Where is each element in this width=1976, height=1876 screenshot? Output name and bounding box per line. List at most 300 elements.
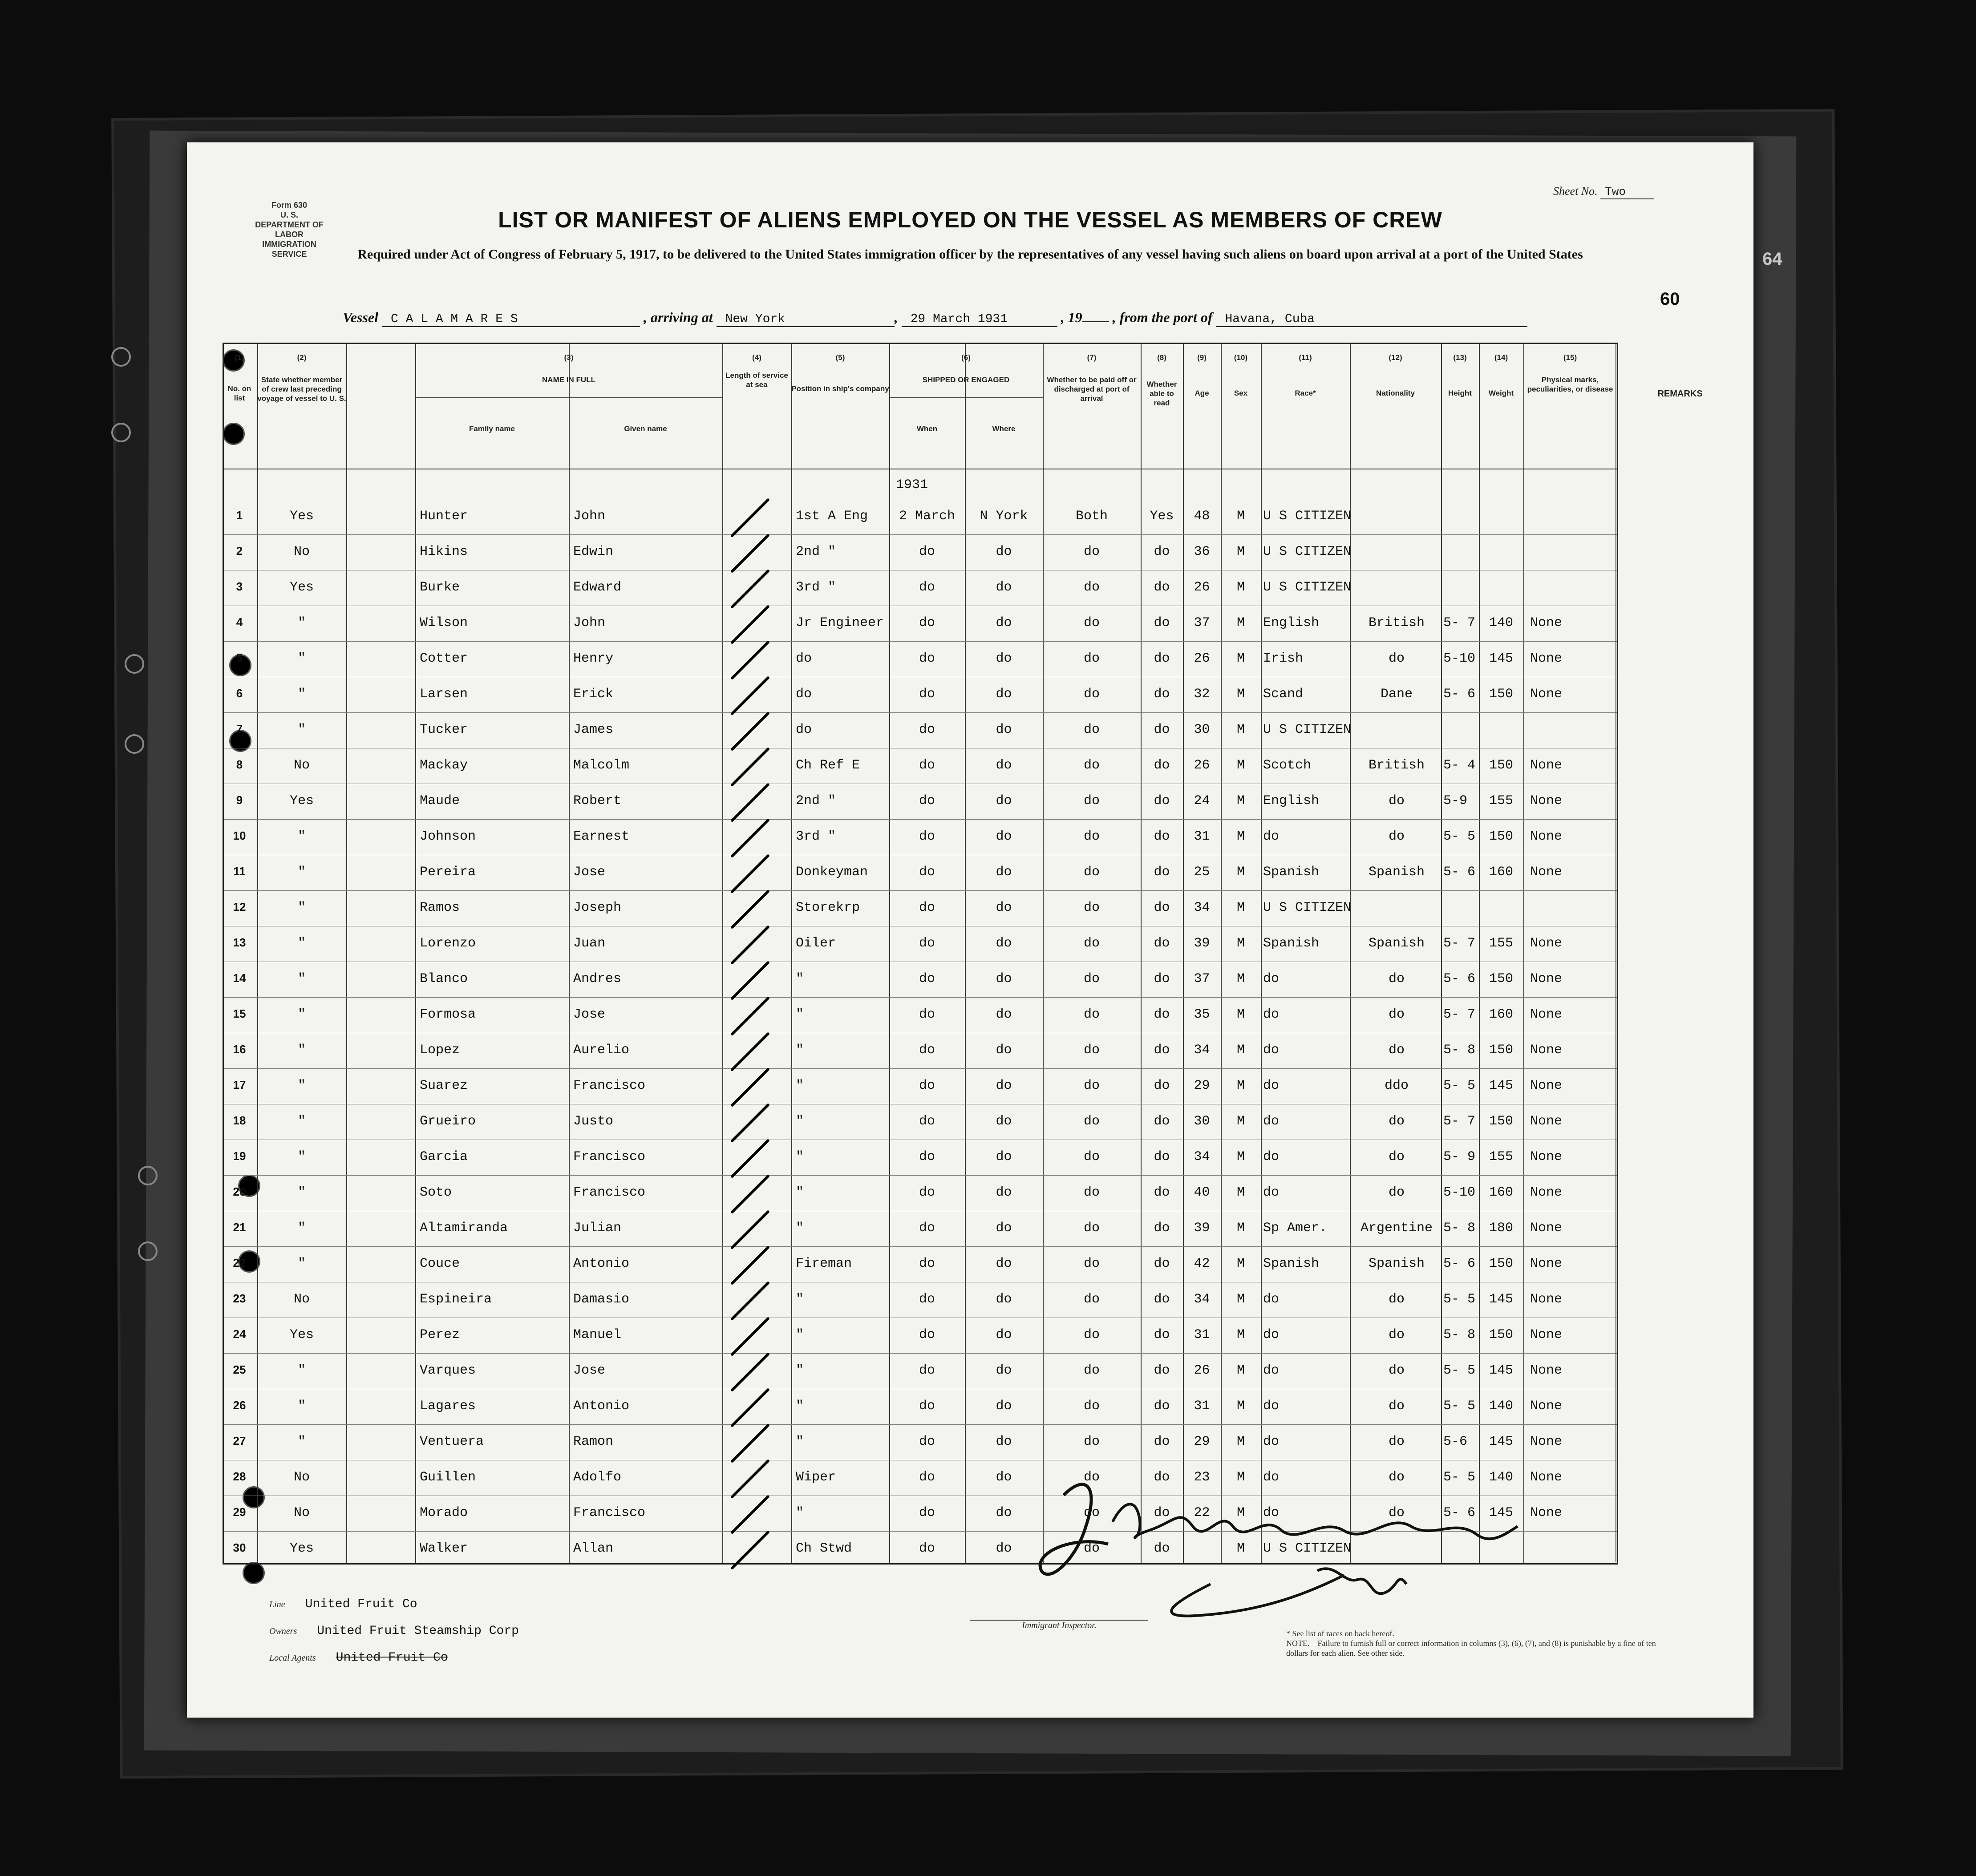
- cell-prev: ": [297, 936, 306, 951]
- cell-height: 5- 4: [1443, 758, 1476, 773]
- cell-height: 5- 5: [1443, 1399, 1476, 1414]
- cell-sex: M: [1236, 544, 1245, 559]
- cell-race: Scand: [1263, 687, 1304, 702]
- cell-position: ": [796, 1149, 804, 1164]
- cell-weight: 160: [1489, 1185, 1513, 1200]
- cell-prev: No: [293, 1505, 310, 1520]
- column-divider: [889, 344, 890, 1563]
- cell-weight: 140: [1489, 1399, 1513, 1414]
- cell-read: do: [1154, 687, 1170, 702]
- length-of-service-checkmark: [730, 1103, 770, 1143]
- cell-race: do: [1263, 1078, 1280, 1093]
- length-of-service-checkmark: [730, 712, 770, 751]
- cell-read: do: [1154, 722, 1170, 737]
- cell-prev: No: [293, 544, 310, 559]
- cell-marks: None: [1530, 1007, 1563, 1022]
- cell-paid: do: [1083, 1541, 1100, 1556]
- length-of-service-checkmark: [730, 854, 770, 894]
- length-of-service-checkmark: [730, 1423, 770, 1463]
- cell-where: do: [996, 1399, 1012, 1414]
- col-3-header: NAME IN FULL: [542, 376, 595, 384]
- cell-weight: 150: [1489, 1114, 1513, 1129]
- row-number: 30: [233, 1541, 246, 1554]
- col-7-header: Whether to be paid off or discharged at port of arrival: [1047, 376, 1137, 403]
- cell-where: do: [996, 1470, 1012, 1485]
- cell-paid: do: [1083, 1149, 1100, 1164]
- cell-given: Damasio: [573, 1292, 630, 1307]
- cell-race: do: [1263, 1470, 1280, 1485]
- cell-given: John: [573, 615, 606, 631]
- cell-paid: do: [1083, 544, 1100, 559]
- cell-sex: M: [1236, 829, 1245, 844]
- cell-paid: do: [1083, 651, 1100, 666]
- column-divider: [722, 344, 723, 1563]
- row-number: 23: [233, 1292, 246, 1305]
- row-rule: [224, 890, 1617, 891]
- cell-read: do: [1154, 1185, 1170, 1200]
- cell-race: Scotch: [1263, 758, 1312, 773]
- cell-where: do: [996, 829, 1012, 844]
- cell-when: do: [919, 1078, 935, 1093]
- cell-paid: do: [1083, 829, 1100, 844]
- cell-position: ": [796, 1292, 804, 1307]
- cell-age: 35: [1194, 1007, 1210, 1022]
- arrival-date: 29 March 1931: [902, 312, 1057, 327]
- arriving-label: , arriving at: [644, 309, 713, 325]
- cell-position: ": [796, 1221, 804, 1236]
- cell-sex: M: [1236, 1256, 1245, 1271]
- cell-position: ": [796, 1007, 804, 1022]
- cell-position: Fireman: [796, 1256, 852, 1271]
- cell-when: do: [919, 1007, 935, 1022]
- cell-sex: M: [1236, 1505, 1245, 1520]
- col-1-number: (1): [235, 353, 244, 362]
- cell-family: Lopez: [420, 1043, 460, 1058]
- row-number: 21: [233, 1221, 246, 1234]
- cell-family: Hunter: [420, 509, 468, 524]
- length-of-service-checkmark: [730, 961, 770, 1000]
- cell-given: Malcolm: [573, 758, 630, 773]
- cell-marks: None: [1530, 829, 1563, 844]
- cell-where: do: [996, 1363, 1012, 1378]
- cell-marks: None: [1530, 1292, 1563, 1307]
- cell-where: do: [996, 1505, 1012, 1520]
- cell-age: 37: [1194, 615, 1210, 631]
- cell-nationality: do: [1388, 1149, 1405, 1164]
- col-14-header: Weight: [1488, 389, 1514, 397]
- shipped-header-divider: [889, 397, 1043, 398]
- footnotes: [1286, 1629, 1669, 1658]
- cell-position: ": [796, 1078, 804, 1093]
- length-of-service-checkmark: [730, 1495, 770, 1534]
- cell-position: ": [796, 1434, 804, 1449]
- cell-age: 22: [1194, 1505, 1210, 1520]
- cell-position: ": [796, 1505, 804, 1520]
- row-number: 18: [233, 1114, 246, 1127]
- column-divider: [1183, 344, 1184, 1563]
- cell-age: 32: [1194, 687, 1210, 702]
- col-2-number: (2): [297, 353, 307, 362]
- cell-position: do: [796, 687, 812, 702]
- cell-where: do: [996, 1256, 1012, 1271]
- cell-sex: M: [1236, 1078, 1245, 1093]
- row-number: 25: [233, 1363, 246, 1376]
- cell-age: 26: [1194, 1363, 1210, 1378]
- row-rule: [224, 1424, 1617, 1425]
- cell-height: 5- 7: [1443, 936, 1476, 951]
- row-number: 20: [233, 1185, 246, 1198]
- cell-marks: None: [1530, 1221, 1563, 1236]
- cell-paid: do: [1083, 936, 1100, 951]
- cell-family: Morado: [420, 1505, 468, 1520]
- col-8-number: (8): [1157, 353, 1166, 362]
- cell-height: 5- 8: [1443, 1043, 1476, 1058]
- length-of-service-checkmark: [730, 1032, 770, 1071]
- length-of-service-checkmark: [730, 534, 770, 573]
- col-11-header: Race*: [1295, 389, 1316, 397]
- cell-position: Wiper: [796, 1470, 836, 1485]
- cell-age: 31: [1194, 1327, 1210, 1342]
- cell-given: Francisco: [573, 1078, 646, 1093]
- cell-prev: Yes: [289, 580, 314, 595]
- cell-paid: do: [1083, 722, 1100, 737]
- cell-sex: M: [1236, 971, 1245, 987]
- cell-family: Varques: [420, 1363, 476, 1378]
- col-8-header: Whether able to read: [1146, 380, 1177, 407]
- cell-when: do: [919, 865, 935, 880]
- row-number: 8: [236, 758, 243, 771]
- cell-race: do: [1263, 1327, 1280, 1342]
- cell-family: Ramos: [420, 900, 460, 915]
- cell-family: Lorenzo: [420, 936, 476, 951]
- cell-given: Francisco: [573, 1185, 646, 1200]
- given-name-header: Given name: [624, 425, 667, 433]
- agents-value: United Fruit Co: [336, 1651, 448, 1665]
- cell-read: do: [1154, 615, 1170, 631]
- cell-weight: 140: [1489, 615, 1513, 631]
- cell-age: 34: [1194, 900, 1210, 915]
- cell-race: Spanish: [1263, 936, 1320, 951]
- cell-race: do: [1263, 1114, 1280, 1129]
- cell-age: 24: [1194, 793, 1210, 809]
- cell-read: Yes: [1150, 509, 1174, 524]
- row-number: 19: [233, 1149, 246, 1163]
- cell-height: 5- 9: [1443, 1149, 1476, 1164]
- row-rule: [224, 712, 1617, 713]
- cell-prev: ": [297, 900, 306, 915]
- length-of-service-checkmark: [730, 498, 770, 538]
- cell-position: Oiler: [796, 936, 836, 951]
- cell-paid: do: [1083, 1470, 1100, 1485]
- cell-sex: M: [1236, 900, 1245, 915]
- cell-age: 31: [1194, 1399, 1210, 1414]
- cell-race: do: [1263, 971, 1280, 987]
- col-5-number: (5): [835, 353, 845, 362]
- col-12-header: Nationality: [1376, 389, 1415, 397]
- cell-weight: 180: [1489, 1221, 1513, 1236]
- cell-prev: ": [297, 1149, 306, 1164]
- when-header: When: [916, 425, 938, 433]
- cell-prev: No: [293, 1470, 310, 1485]
- column-divider: [1141, 344, 1142, 1563]
- cell-marks: None: [1530, 793, 1563, 809]
- cell-family: Tucker: [420, 722, 468, 737]
- cell-family: Hikins: [420, 544, 468, 559]
- cell-age: 37: [1194, 971, 1210, 987]
- cell-race: do: [1263, 1505, 1280, 1520]
- cell-marks: None: [1530, 1505, 1563, 1520]
- cell-prev: ": [297, 1007, 306, 1022]
- footnote-penalty: NOTE.—Failure to furnish full or correct information in columns (3), (6), (7), and (8) is punishable by a fine of ten dollars for each alien. See other side.: [1286, 1639, 1656, 1658]
- cell-where: do: [996, 900, 1012, 915]
- immigrant-inspector-label: Immigrant Inspector.: [970, 1620, 1148, 1631]
- cell-prev: ": [297, 1114, 306, 1129]
- from-port-value: Havana, Cuba: [1216, 312, 1527, 327]
- cell-age: 42: [1194, 1256, 1210, 1271]
- cell-weight: 145: [1489, 1078, 1513, 1093]
- cell-given: Francisco: [573, 1149, 646, 1164]
- col-1-header: No. on list: [227, 384, 251, 402]
- cell-nationality: do: [1388, 1043, 1405, 1058]
- cell-position: ": [796, 1399, 804, 1414]
- binder-ring: [138, 1166, 158, 1185]
- cell-marks: None: [1530, 615, 1563, 631]
- cell-where: do: [996, 1185, 1012, 1200]
- cell-age: 39: [1194, 936, 1210, 951]
- col-11-number: (11): [1299, 353, 1312, 362]
- cell-height: 5- 5: [1443, 1363, 1476, 1378]
- owners-label: Owners: [269, 1626, 297, 1636]
- cell-when: do: [919, 1256, 935, 1271]
- cell-sex: M: [1236, 722, 1245, 737]
- cell-race: English: [1263, 793, 1320, 809]
- cell-read: do: [1154, 1363, 1170, 1378]
- cell-paid: do: [1083, 1221, 1100, 1236]
- cell-paid: do: [1083, 971, 1100, 987]
- cell-family: Walker: [420, 1541, 468, 1556]
- cell-read: do: [1154, 793, 1170, 809]
- length-of-service-checkmark: [730, 925, 770, 965]
- cell-given: Antonio: [573, 1399, 630, 1414]
- cell-position: ": [796, 1327, 804, 1342]
- cell-height: 5-10: [1443, 1185, 1476, 1200]
- vessel-value: C A L A M A R E S: [382, 312, 640, 327]
- cell-sex: M: [1236, 509, 1245, 524]
- cell-when: do: [919, 544, 935, 559]
- cell-position: ": [796, 1363, 804, 1378]
- cell-nationality: British: [1368, 758, 1425, 773]
- cell-when: do: [919, 1185, 935, 1200]
- cell-when: do: [919, 615, 935, 631]
- cell-race: U S CITIZEN: [1263, 544, 1352, 559]
- row-number: 1: [236, 509, 243, 522]
- cell-sex: M: [1236, 651, 1245, 666]
- cell-age: 30: [1194, 722, 1210, 737]
- cell-height: 5-6: [1443, 1434, 1468, 1449]
- remarks-header: REMARKS: [1657, 389, 1703, 399]
- length-of-service-checkmark: [730, 605, 770, 644]
- cell-position: Storekrp: [796, 900, 860, 915]
- cell-weight: 150: [1489, 1256, 1513, 1271]
- cell-marks: None: [1530, 1256, 1563, 1271]
- col-14-number: (14): [1494, 353, 1508, 362]
- cell-race: Sp Amer.: [1263, 1221, 1328, 1236]
- cell-nationality: Dane: [1380, 687, 1413, 702]
- cell-marks: None: [1530, 687, 1563, 702]
- year-header: 1931: [896, 477, 928, 493]
- cell-weight: 145: [1489, 1363, 1513, 1378]
- cell-read: do: [1154, 1327, 1170, 1342]
- binder-ring: [111, 347, 131, 367]
- cell-paid: do: [1083, 1363, 1100, 1378]
- cell-paid: do: [1083, 1505, 1100, 1520]
- cell-position: ": [796, 1114, 804, 1129]
- footnote-races: * See list of races on back hereof.: [1286, 1629, 1394, 1638]
- cell-where: do: [996, 758, 1012, 773]
- cell-read: do: [1154, 1043, 1170, 1058]
- vessel-line: Vessel C A L A M A R E S , arriving at New York , 29 March 1931 , 19 , from the port of Havana, Cuba: [343, 309, 1527, 327]
- cell-given: John: [573, 509, 606, 524]
- cell-race: do: [1263, 829, 1280, 844]
- cell-nationality: do: [1388, 793, 1405, 809]
- cell-nationality: do: [1388, 1399, 1405, 1414]
- cell-nationality: ddo: [1384, 1078, 1409, 1093]
- cell-when: do: [919, 1327, 935, 1342]
- col-15-number: (15): [1563, 353, 1577, 362]
- cell-marks: None: [1530, 1363, 1563, 1378]
- cell-prev: ": [297, 1043, 306, 1058]
- column-divider: [1523, 344, 1524, 1563]
- cell-height: 5- 6: [1443, 865, 1476, 880]
- cell-family: Couce: [420, 1256, 460, 1271]
- cell-weight: 150: [1489, 829, 1513, 844]
- cell-position: 2nd ": [796, 793, 836, 809]
- cell-height: 5- 6: [1443, 1256, 1476, 1271]
- row-number: 10: [233, 829, 246, 842]
- edge-page-number: 64: [1762, 249, 1782, 269]
- cell-where: do: [996, 722, 1012, 737]
- cell-sex: M: [1236, 865, 1245, 880]
- form-subtitle: Required under Act of Congress of February 5, 1917, to be delivered to the United States immigration officer by the representatives of any vessel having such aliens on board upon arrival at a port of the United States: [357, 247, 1583, 262]
- length-of-service-checkmark: [730, 889, 770, 929]
- cell-prev: ": [297, 1256, 306, 1271]
- cell-sex: M: [1236, 687, 1245, 702]
- cell-where: do: [996, 615, 1012, 631]
- cell-race: do: [1263, 1434, 1280, 1449]
- cell-race: U S CITIZEN: [1263, 722, 1352, 737]
- cell-prev: ": [297, 1185, 306, 1200]
- row-number: 27: [233, 1434, 246, 1447]
- cell-position: 3rd ": [796, 829, 836, 844]
- col-5-header: Position in ship's company: [791, 384, 889, 393]
- cell-race: do: [1263, 1185, 1280, 1200]
- cell-prev: No: [293, 758, 310, 773]
- cell-height: 5-9: [1443, 793, 1468, 809]
- cell-when: do: [919, 936, 935, 951]
- cell-marks: None: [1530, 758, 1563, 773]
- col-13-number: (13): [1453, 353, 1467, 362]
- cell-position: ": [796, 971, 804, 987]
- cell-where: do: [996, 1541, 1012, 1556]
- cell-height: 5- 6: [1443, 971, 1476, 987]
- cell-read: do: [1154, 651, 1170, 666]
- cell-marks: None: [1530, 1114, 1563, 1129]
- cell-where: do: [996, 544, 1012, 559]
- cell-weight: 150: [1489, 758, 1513, 773]
- cell-where: N York: [980, 509, 1028, 524]
- col-13-header: Height: [1448, 389, 1472, 397]
- cell-age: 26: [1194, 758, 1210, 773]
- cell-when: do: [919, 758, 935, 773]
- col-3-number: (3): [564, 353, 574, 362]
- cell-position: Ch Stwd: [796, 1541, 852, 1556]
- length-of-service-checkmark: [730, 1210, 770, 1249]
- cell-marks: None: [1530, 1470, 1563, 1485]
- sheet-number: [1553, 185, 1654, 199]
- cell-height: 5- 8: [1443, 1327, 1476, 1342]
- cell-weight: 155: [1489, 936, 1513, 951]
- cell-prev: ": [297, 687, 306, 702]
- cell-sex: M: [1236, 1434, 1245, 1449]
- line-label: Line: [269, 1600, 285, 1609]
- row-rule: [224, 1068, 1617, 1069]
- cell-prev: ": [297, 1434, 306, 1449]
- cell-paid: do: [1083, 1007, 1100, 1022]
- cell-given: Henry: [573, 651, 614, 666]
- cell-height: 5- 5: [1443, 1078, 1476, 1093]
- cell-position: ": [796, 1043, 804, 1058]
- cell-race: U S CITIZEN: [1263, 509, 1352, 524]
- cell-prev: Yes: [289, 1327, 314, 1342]
- cell-family: Larsen: [420, 687, 468, 702]
- cell-family: Pereira: [420, 865, 476, 880]
- col-12-number: (12): [1389, 353, 1402, 362]
- cell-marks: None: [1530, 1185, 1563, 1200]
- cell-position: Ch Ref E: [796, 758, 860, 773]
- column-divider: [965, 344, 966, 1563]
- from-port-label: , from the port of: [1112, 309, 1213, 325]
- punch-hole: [243, 1562, 265, 1584]
- cell-race: U S CITIZEN: [1263, 1541, 1352, 1556]
- cell-sex: M: [1236, 1221, 1245, 1236]
- cell-prev: ": [297, 651, 306, 666]
- cell-where: do: [996, 1292, 1012, 1307]
- cell-sex: M: [1236, 1399, 1245, 1414]
- cell-family: Grueiro: [420, 1114, 476, 1129]
- cell-nationality: Spanish: [1368, 865, 1425, 880]
- cell-weight: 160: [1489, 865, 1513, 880]
- vessel-label: Vessel: [343, 309, 378, 325]
- cell-paid: do: [1083, 793, 1100, 809]
- binder-ring: [125, 654, 144, 674]
- cell-given: Robert: [573, 793, 622, 809]
- cell-read: do: [1154, 1256, 1170, 1271]
- cell-prev: ": [297, 829, 306, 844]
- cell-given: Jose: [573, 865, 606, 880]
- cell-marks: None: [1530, 971, 1563, 987]
- cell-prev: ": [297, 971, 306, 987]
- row-number: 13: [233, 936, 246, 949]
- cell-family: Soto: [420, 1185, 452, 1200]
- cell-where: do: [996, 651, 1012, 666]
- cell-age: 26: [1194, 651, 1210, 666]
- cell-read: do: [1154, 1434, 1170, 1449]
- cell-given: James: [573, 722, 614, 737]
- cell-paid: do: [1083, 1256, 1100, 1271]
- cell-age: 25: [1194, 865, 1210, 880]
- col-10-header: Sex: [1234, 389, 1248, 397]
- cell-family: Ventuera: [420, 1434, 484, 1449]
